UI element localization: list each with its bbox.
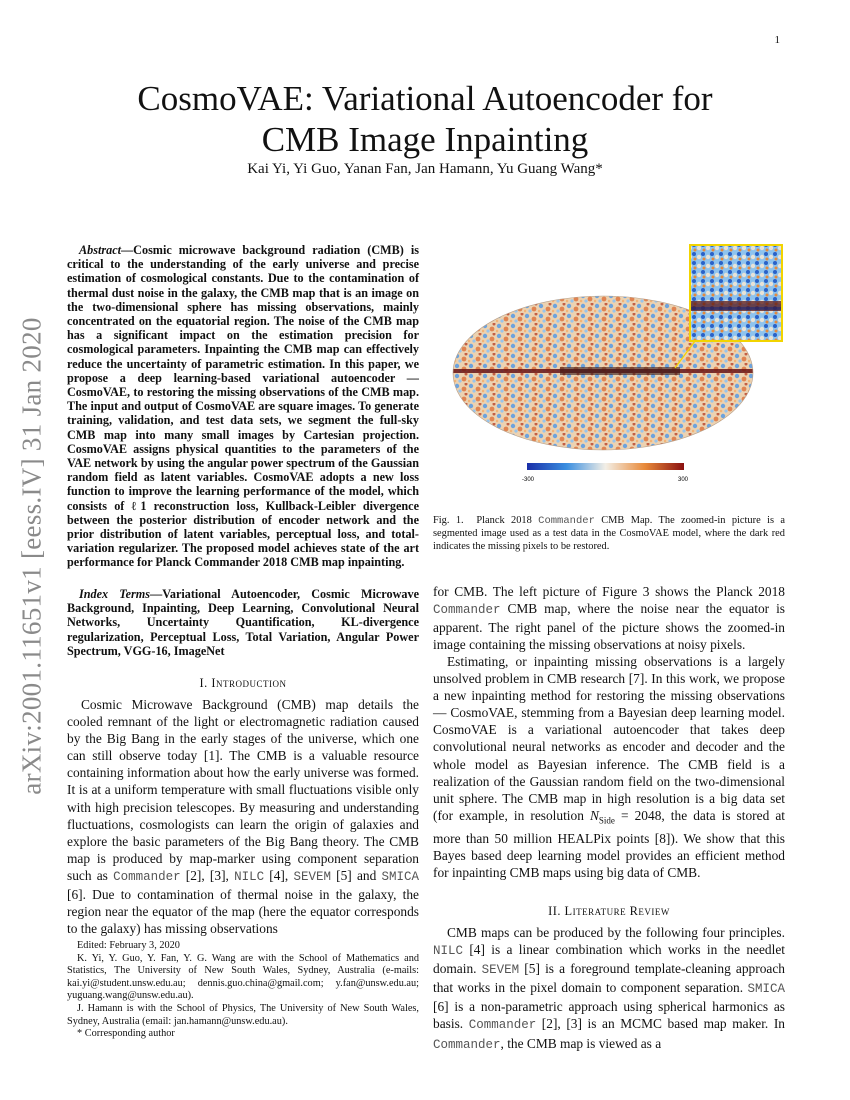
figure-caption: Fig. 1. Planck 2018 Commander CMB Map. The zoomed-in picture is a segmented image used as a test data in the CosmoVAE model, where the dark red indicates the missing pixels to be restored. (433, 515, 785, 552)
footnotes (67, 940, 419, 1041)
index-terms (67, 587, 419, 658)
abstract-text: —Cosmic microwave background radiation (CMB) is critical to the understanding of the early universe and precise estimation of cosmological constants. Due to the contamination of thermal dust noise in the galaxy, the CMB map that is an image on the two-dimensional sphere has missing observations, mainly concentrated on the equatorial region. The noise of the CMB map has a significant impact on the estimation precision for cosmological parameters. Inpainting the CMB map can effectively reduce the uncertainty of parametric estimation. In this paper, we propose a deep learning-based variational autoencoder — CosmoVAE, to restoring the missing observations of the CMB map. The input and output of CosmoVAE are square images. To generate training, validation, and test data sets, we segment the full-sky CMB map into many small images by Cartesian projection. CosmoVAE assigns physical quantities to the parameters of the VAE network by using the angular power spectrum of the Gaussian random field as latent variables. CosmoVAE adopts a new loss function to improve the learning performance of the model, which consists of ℓ1 reconstruction loss, Kullback-Leibler divergence between the posterior distribution of encoder network and the prior distribution of latent variables, perceptual loss, and total-variation regularizer. The proposed model achieves state of the art performance for Planck Commander 2018 CMB map inpainting. (67, 243, 419, 570)
paper-title: CosmoVAE: Variational Autoencoder for CMB Image Inpainting (137, 79, 713, 159)
page-number: 1 (774, 34, 780, 46)
footnote-affiliation-1: K. Yi, Y. Guo, Y. Fan, Y. G. Wang are with the School of Mathematics and Statistics, The University of New South Wales, Sydney, Australia (e-mails: kai.yi@student.unsw.edu.au; dennis.guo.china@gmail.com; y.fan@unsw.edu.au; yuguang.wang@unsw.edu.au). (67, 952, 419, 1002)
intro-paragraph-1-continued: for CMB. The left picture of Figure 3 shows the Planck 2018 Commander CMB map, where the noise near the equator is apparent. The right panel of the picture shows the zoomed-in image containing the missing observations at noisy pixels. (433, 584, 785, 653)
section-title-literature-review: II. Literature Review (548, 904, 670, 918)
arxiv-watermark (2, 296, 62, 816)
footnote-affiliation-2: J. Hamann is with the School of Physics, The University of New South Wales, Sydney, Australia (email: jan.hamann@unsw.edu.au). (67, 1002, 419, 1027)
arxiv-id: arXiv:2001.11651v1 [eess.IV] 31 Jan 2020 (16, 317, 47, 795)
index-terms-text: —Variational Autoencoder, Cosmic Microwave Background, Inpainting, Deep Learning, Convolutional Neural Networks, Uncertainty Quantification, KL-divergence regularization, Perceptual Loss, Total Variation, Angular Power Spectrum, VGG-16, ImageNet (67, 587, 419, 658)
cmb-map-figure (440, 243, 785, 488)
colorbar (527, 463, 684, 470)
author-list: Kai Yi, Yi Guo, Yanan Fan, Jan Hamann, Yu Guang Wang* (247, 161, 603, 177)
abstract-label: Abstract (79, 243, 121, 257)
section-title-introduction: I. Introduction (199, 676, 287, 690)
colorbar-min-label: -300 (522, 477, 535, 483)
literature-paragraph-1: CMB maps can be produced by the following four principles. NILC [4] is a linear combination which works in the needlet domain. SEVEM [5] is a foreground template-cleaning approach that works in the pixel domain to component separation. SMICA [6] is a non-parametric approach using spherical harmonics as basis. Commander [2], [3] is an MCMC based map maker. In Commander, the CMB map is viewed as a (433, 925, 786, 1052)
colorbar-max-label: 300 (678, 477, 689, 483)
footnote-corresponding: * Corresponding author (77, 1028, 175, 1040)
intro-paragraph-2: Estimating, or inpainting missing observations is a largely unsolved problem in CMB research [7]. In this work, we propose a new inpainting method for restoring the missing observations — CosmoVAE, stemming from a Bayesian deep learning model. CosmoVAE is a variational autoencoder that takes deep convolutional neural networks as encoder and decoder and the whole model as Bayesian inference. The CMB field is a realization of the Gaussian random field on the two-dimensional unit sphere. The CMB map in high resolution is a big data set (for example, in resolution $N_{Side} = 2048$, the data is stored at more than 50 million HEALPix points [8]). We show that this Bayes based deep learning model provides an efficient method for inpainting CMB maps using big data of CMB. (433, 654, 786, 880)
index-terms-label: Index Terms (79, 587, 150, 601)
zoomed-inset (690, 245, 782, 341)
abstract (67, 243, 419, 570)
footnote-edited: Edited: February 3, 2020 (77, 940, 180, 951)
intro-paragraph-1: Cosmic Microwave Background (CMB) map details the cooled remnant of the light or electromagnetic radiation caused by the Big Bang in the early stages of the universe, which one can still observe today [1]. The CMB is a valuable resource containing information about how the early universe was formed. It is at a uniform temperature with small fluctuations visible only with high precision telescopes. By measuring and understanding fluctuations, cosmologists can learn the origin of galaxies and explore the basic parameters of the Big Bang theory. The CMB map is produced by map-marker using component separation such as Commander [2], [3], NILC [4], SEVEM [5] and SMICA [6]. Due to contamination of thermal noise in the galaxy, the region near the equator of the map (here the equator corresponds to the galaxy) has missing observations (67, 697, 419, 937)
